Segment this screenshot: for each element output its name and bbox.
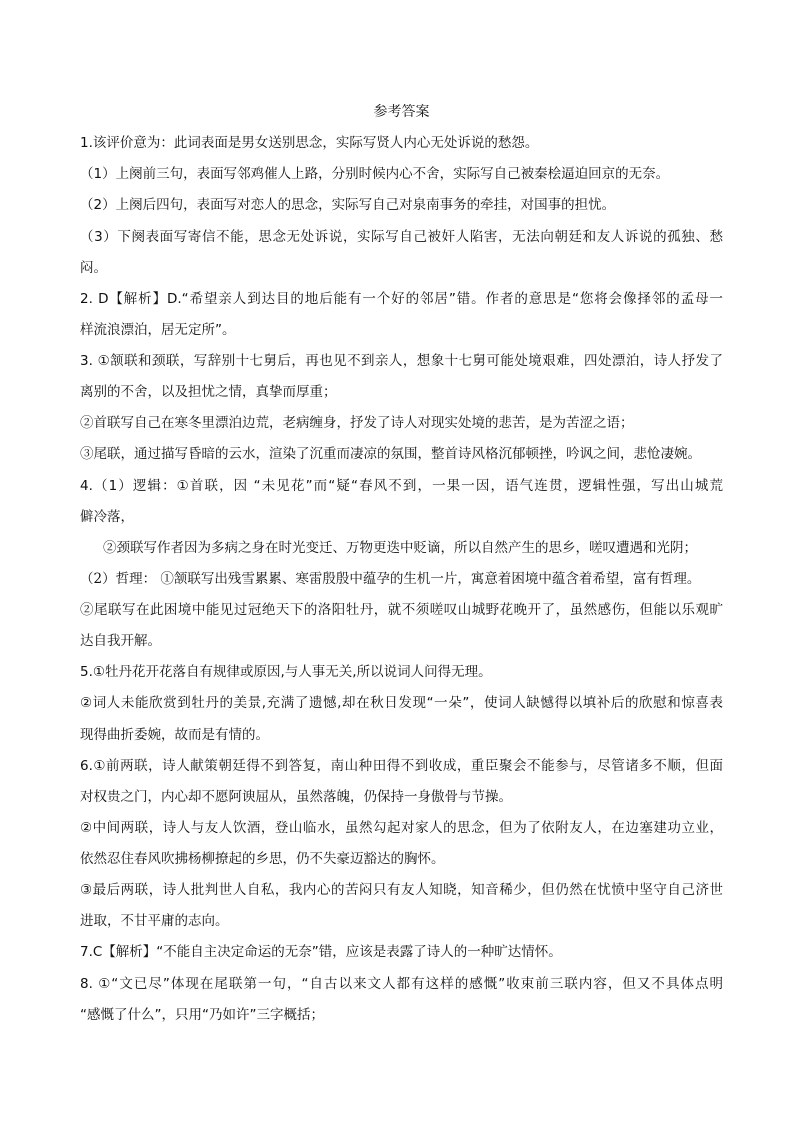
answer-line: ③尾联，通过描写昏暗的云水，渲染了沉重而凄凉的氛围，整首诗风格沉郁顿挫，吟讽之间，悲怆凄婉。 [80,446,701,463]
page-title: 参考答案 [373,104,430,120]
answer-paragraph [80,284,723,346]
answer-line: 样流浪漂泊，居无定所”。 [80,321,236,338]
answer-line: 僻冷落， [80,508,134,525]
answer-line: 4.（1）逻辑：①首联，因 “未见花”而“疑“春风不到，一果一因，语气连贯，逻辑性强，写出山城荒 [80,477,723,494]
answer-line: ②尾联写在此困境中能见过冠绝天下的洛阳牡丹，就不须嗟叹山城野花晚开了，虽然感伤，但能以乐观旷 [80,602,723,618]
answer-paragraph [80,813,723,875]
answer-paragraph [80,222,723,284]
answer-line: 闷。 [80,259,107,276]
answer-line: ②中间两联，诗人与友人饮酒，登山临水，虽然勾起对家人的思念，但为了依附友人，在边塞建功立业， [80,819,723,836]
answer-line: “感慨了什么”，只用“乃如许”三字概括； [80,1006,324,1023]
answer-line: 6.①前两联，诗人献策朝廷得不到答复，南山种田得不到收成，重臣聚会不能参与，尽管诸多不顺，但面 [80,757,723,774]
answer-line: （1）上阕前三句，表面写邻鸡催人上路，分别时候内心不舍，实际写自己被秦桧逼迫回京的无奈。 [80,166,670,183]
answer-key [80,97,723,1031]
answer-paragraph [80,471,723,533]
answer-paragraph [80,159,723,190]
answer-line: ③最后两联，诗人批判世人自私，我内心的苦闷只有友人知晓，知音稀少，但仍然在忧愤中坚守自己济世 [80,882,723,899]
answer-line: （2）哲理： ①颔联写出残雪累累、寒雷殷殷中蕴孕的生机一片，寓意着困境中蕴含着希望，富有哲理。 [80,570,701,587]
answer-paragraph [80,439,723,470]
answer-paragraph [80,595,723,657]
answer-line: ②颈联写作者因为多病之身在时光变迁、万物更迭中贬谪，所以自然产生的思乡，嗟叹遭遇和光阴； [103,539,697,556]
answer-paragraph [80,128,723,159]
answer-paragraph [80,751,723,813]
answer-paragraph [80,190,723,221]
answer-paragraph [80,969,723,1031]
answer-line: 达自我开解。 [80,633,161,650]
answer-paragraph [80,657,723,688]
answer-paragraph [80,875,723,937]
answer-line: 进取，不甘平庸的志向。 [80,913,229,930]
answer-line: 3. ①颔联和颈联，写辞别十七舅后，再也见不到亲人，想象十七舅可能处境艰难，四处漂泊，诗人抒发了 [80,353,723,369]
answer-paragraph [80,346,723,408]
answer-paragraph [80,533,723,564]
answer-line: 5.①牡丹花开花落自有规律或原因,与人事无关,所以说词人问得无理。 [80,664,492,681]
answer-paragraph [80,408,723,439]
answer-paragraph [80,688,723,750]
answer-line: （2）上阕后四句，表面写对恋人的思念，实际写自己对泉南事务的牵挂，对国事的担忧。 [80,197,616,214]
answer-line: 8. ①“文已尽”体现在尾联第一句，“自古以来文人都有这样的感慨”收束前三联内容，但又不具体点明 [80,975,723,992]
answer-paragraph [80,564,723,595]
answer-line: ②词人未能欣赏到牡丹的美景,充满了遗憾,却在秋日发现“一朵”，使词人缺憾得以填补后的欣慰和惊喜表 [80,695,723,712]
answer-line: 2. D【解析】D.“希望亲人到达目的地后能有一个好的邻居”错。作者的意思是“您将会像择邻的孟母一 [80,290,723,307]
answer-line: 1.该评价意为：此词表面是男女送别思念，实际写贤人内心无处诉说的愁怨。 [80,135,539,152]
answer-paragraph [80,937,723,968]
answer-line: （3）下阕表面写寄信不能，思念无处诉说，实际写自己被奸人陷害，无法向朝廷和友人诉说的孤独、愁 [80,228,723,245]
answer-line: 依然忍住春风吹拂杨柳撩起的乡思，仍不失豪迈豁达的胸怀。 [80,851,445,867]
answer-line: 7.C【解析】“不能自主决定命运的无奈”错，应该是表露了诗人的一种旷达情怀。 [80,944,562,961]
answer-line: ②首联写自己在寒冬里漂泊边荒，老病缠身，抒发了诗人对现实处境的悲苦，是为苦涩之语； [80,415,634,432]
answer-line: 离别的不舍，以及担忧之情，真挚而厚重； [80,384,337,401]
answer-line: 现得曲折委婉，故而是有情的。 [80,726,269,743]
answer-line: 对权贵之门，内心却不愿阿谀屈从，虽然落魄，仍保持一身傲骨与节操。 [80,788,512,805]
